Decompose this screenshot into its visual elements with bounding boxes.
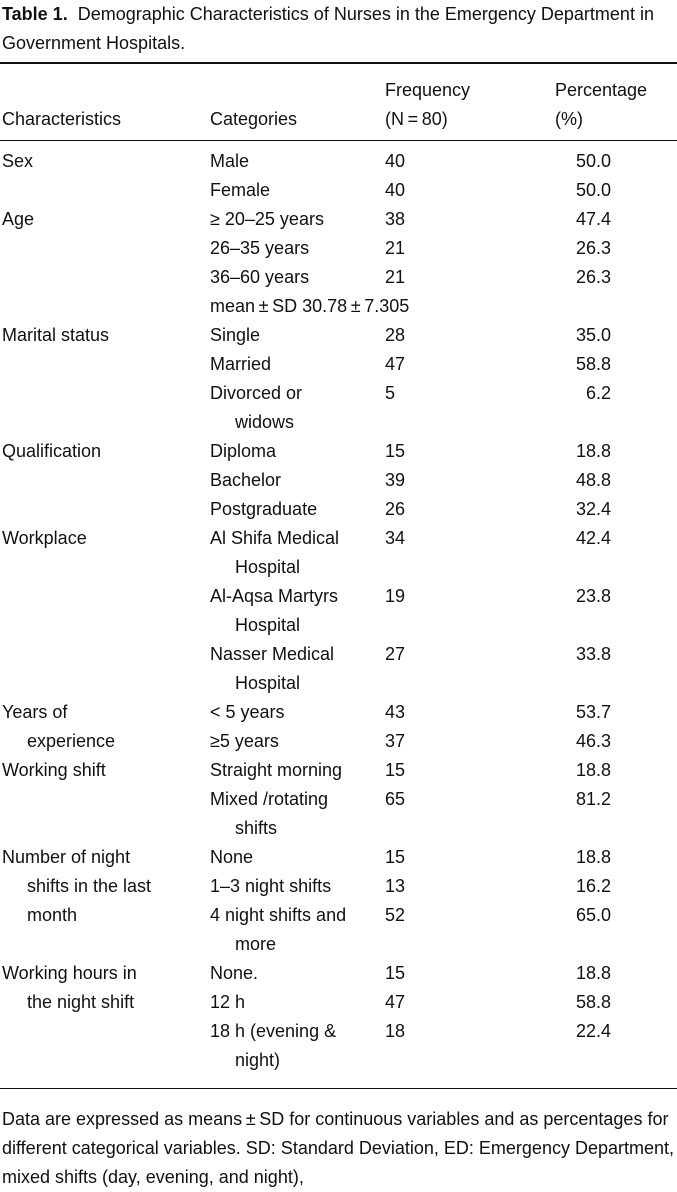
characteristic-line: shifts in the last: [27, 876, 152, 896]
category-cell: [210, 321, 385, 350]
percentage-cell: 46.3: [575, 731, 611, 751]
percentage-cell: 6.2: [585, 383, 611, 403]
category-cell: [210, 350, 385, 379]
category-line: Hospital: [235, 673, 301, 693]
category-line: None.: [210, 963, 259, 983]
category-cell: [210, 698, 385, 727]
frequency-cell: 34: [385, 528, 406, 548]
characteristic-line: Working hours in: [2, 963, 137, 983]
category-cell: [210, 843, 385, 872]
frequency-cell: 47: [385, 354, 406, 374]
table-row: [210, 843, 611, 872]
category-line: night): [235, 1050, 281, 1070]
table-row: [210, 466, 611, 495]
category-line: 12 h: [210, 992, 246, 1012]
frequency-cell: 40: [385, 180, 406, 200]
characteristic-cell: [2, 524, 210, 698]
frequency-cell: 47: [385, 992, 406, 1012]
percentage-cell: 22.4: [575, 1021, 611, 1041]
category-cell: [210, 756, 385, 785]
frequency-cell: 26: [385, 499, 406, 519]
header-categories: Categories: [210, 109, 298, 129]
frequency-cell: 39: [385, 470, 406, 490]
frequency-cell: 21: [385, 238, 406, 258]
percentage-cell: 42.4: [575, 528, 611, 548]
table-group: [2, 524, 677, 698]
category-line: 18 h (evening &: [210, 1021, 337, 1041]
characteristic-line: month: [27, 905, 78, 925]
table-row: [210, 582, 611, 640]
category-cell: [210, 234, 385, 263]
table-row: [210, 640, 611, 698]
table-row: [210, 698, 611, 727]
characteristic-line: the night shift: [27, 992, 135, 1012]
category-line: Postgraduate: [210, 499, 318, 519]
characteristic-line: Marital status: [2, 325, 110, 345]
category-line: Female: [210, 180, 271, 200]
table-group: [2, 698, 677, 756]
table-title: Demographic Characteristics of Nurses in the Emergency Department in Government Hospitals.: [2, 4, 654, 53]
table-row: [210, 350, 611, 379]
characteristic-cell: [2, 959, 210, 1075]
table-group: [2, 147, 677, 205]
frequency-cell: 21: [385, 267, 406, 287]
category-line: Mixed /rotating: [210, 789, 329, 809]
percentage-cell: 65.0: [575, 905, 611, 925]
category-line: Hospital: [235, 615, 301, 635]
characteristic-line: Number of night: [2, 847, 131, 867]
characteristic-cell: [2, 698, 210, 756]
table-row: [210, 756, 611, 785]
category-cell: [210, 176, 385, 205]
category-line: Hospital: [235, 557, 301, 577]
category-line: Divorced or: [210, 383, 303, 403]
characteristic-line: Sex: [2, 151, 34, 171]
table-row: [210, 495, 611, 524]
characteristic-cell: [2, 437, 210, 524]
table-row: [210, 379, 611, 437]
group-rows: [210, 147, 611, 205]
category-cell: [210, 872, 385, 901]
category-line: more: [235, 934, 277, 954]
category-line: None: [210, 847, 254, 867]
category-line: 1–3 night shifts: [210, 876, 332, 896]
table-row: [210, 147, 611, 176]
category-line: Al-Aqsa Martyrs: [210, 586, 339, 606]
header-frequency-line: (N = 80): [385, 109, 448, 129]
category-cell: [210, 205, 385, 234]
group-rows: [210, 843, 611, 959]
table-row: [210, 176, 611, 205]
characteristic-cell: [2, 321, 210, 437]
header-percentage-line: (%): [555, 109, 583, 129]
table-group: [2, 205, 677, 321]
frequency-cell: 40: [385, 151, 406, 171]
category-cell: [210, 437, 385, 466]
characteristic-line: Qualification: [2, 441, 102, 461]
percentage-cell: 23.8: [575, 586, 611, 606]
header-frequency-line: Frequency: [385, 80, 471, 100]
table-row: [210, 785, 611, 843]
frequency-cell: 15: [385, 441, 406, 461]
frequency-cell: 19: [385, 586, 406, 606]
table-row: [210, 292, 611, 321]
characteristic-cell: [2, 843, 210, 959]
frequency-cell: 28: [385, 325, 406, 345]
category-line: ≥ 20–25 years: [210, 209, 324, 229]
category-line: Nasser Medical: [210, 644, 335, 664]
category-cell: [210, 292, 610, 321]
category-cell: [210, 379, 385, 437]
characteristic-line: Age: [2, 209, 35, 229]
group-rows: [210, 698, 611, 756]
category-line: 36–60 years: [210, 267, 310, 287]
percentage-cell: 53.7: [575, 702, 611, 722]
frequency-cell: 37: [385, 731, 406, 751]
frequency-cell: 43: [385, 702, 406, 722]
category-line: 26–35 years: [210, 238, 310, 258]
frequency-cell: 13: [385, 876, 406, 896]
table-row: [210, 988, 611, 1017]
category-line: shifts: [235, 818, 278, 838]
table-group: [2, 959, 677, 1075]
characteristic-line: experience: [27, 731, 116, 751]
table-row: [210, 437, 611, 466]
category-line: widows: [235, 412, 295, 432]
frequency-cell: 18: [385, 1021, 406, 1041]
percentage-cell: 81.2: [575, 789, 611, 809]
header-characteristics: Characteristics: [2, 109, 122, 129]
percentage-cell: 47.4: [575, 209, 611, 229]
category-line: Straight morning: [210, 760, 343, 780]
table-row: [210, 1017, 611, 1075]
header-percentage-line: Percentage: [555, 80, 648, 100]
frequency-cell: 5: [385, 383, 396, 403]
category-cell: [210, 988, 385, 1017]
table-group: [2, 437, 677, 524]
category-cell: [210, 524, 385, 582]
frequency-cell: 15: [385, 760, 406, 780]
category-line: Married: [210, 354, 272, 374]
category-line: Bachelor: [210, 470, 282, 490]
table-row: [210, 901, 611, 959]
percentage-cell: 26.3: [575, 238, 611, 258]
category-line: Al Shifa Medical: [210, 528, 340, 548]
table-label: Table 1.: [2, 4, 68, 24]
percentage-cell: 18.8: [575, 963, 611, 983]
table-row: [210, 263, 611, 292]
percentage-cell: 18.8: [575, 847, 611, 867]
characteristic-line: Working shift: [2, 760, 106, 780]
category-line: ≥5 years: [210, 731, 279, 751]
frequency-cell: 15: [385, 847, 406, 867]
percentage-cell: 33.8: [575, 644, 611, 664]
table-footnote: Data are expressed as means ± SD for continuous variables and as percentages for different categorical variables. SD: Standard Deviation, ED: Emergency Department, mixed shifts (day, evening, and night),: [2, 1109, 674, 1187]
table-row: [210, 321, 611, 350]
category-line: < 5 years: [210, 702, 285, 722]
percentage-cell: 32.4: [575, 499, 611, 519]
category-cell: [210, 901, 385, 959]
percentage-cell: 50.0: [575, 151, 611, 171]
category-cell: [210, 959, 385, 988]
category-line: Diploma: [210, 441, 277, 461]
table-row: [210, 524, 611, 582]
category-line: 4 night shifts and: [210, 905, 347, 925]
frequency-cell: 15: [385, 963, 406, 983]
category-cell: [210, 582, 385, 640]
table-group: [2, 756, 677, 843]
table-row: [210, 234, 611, 263]
category-cell: [210, 1017, 385, 1075]
table-row: [210, 959, 611, 988]
category-cell: [210, 147, 385, 176]
category-cell: [210, 640, 385, 698]
table-caption: [0, 0, 677, 58]
table-row: [210, 727, 611, 756]
group-rows: [210, 756, 611, 843]
characteristic-line: Workplace: [2, 528, 87, 548]
header-percentage: [555, 76, 675, 134]
frequency-cell: 38: [385, 209, 406, 229]
category-line: Single: [210, 325, 261, 345]
characteristic-cell: [2, 756, 210, 843]
frequency-cell: 52: [385, 905, 406, 925]
category-line: Male: [210, 151, 250, 171]
percentage-cell: 58.8: [575, 354, 611, 374]
characteristic-cell: [2, 205, 210, 321]
percentage-cell: 26.3: [575, 267, 611, 287]
header-frequency: [385, 76, 555, 134]
table-header: [0, 64, 677, 140]
group-rows: [210, 205, 611, 321]
table-row: [210, 205, 611, 234]
percentage-cell: 58.8: [575, 992, 611, 1012]
percentage-cell: 35.0: [575, 325, 611, 345]
percentage-cell: 18.8: [575, 441, 611, 461]
group-rows: [210, 437, 611, 524]
table-row: [210, 872, 611, 901]
header-rule: [0, 140, 677, 141]
category-line: mean ± SD 30.78 ± 7.305: [210, 296, 410, 316]
category-cell: [210, 263, 385, 292]
table-group: [2, 843, 677, 959]
group-rows: [210, 524, 611, 698]
percentage-cell: 18.8: [575, 760, 611, 780]
category-cell: [210, 727, 385, 756]
characteristic-line: Years of: [2, 702, 68, 722]
percentage-cell: 48.8: [575, 470, 611, 490]
category-cell: [210, 466, 385, 495]
group-rows: [210, 321, 611, 437]
frequency-cell: 65: [385, 789, 406, 809]
table-group: [2, 321, 677, 437]
group-rows: [210, 959, 611, 1075]
category-cell: [210, 495, 385, 524]
frequency-cell: 27: [385, 644, 406, 664]
table-body: [0, 147, 677, 1088]
percentage-cell: 50.0: [575, 180, 611, 200]
category-cell: [210, 785, 385, 843]
percentage-cell: 16.2: [575, 876, 611, 896]
characteristic-cell: [2, 147, 210, 205]
